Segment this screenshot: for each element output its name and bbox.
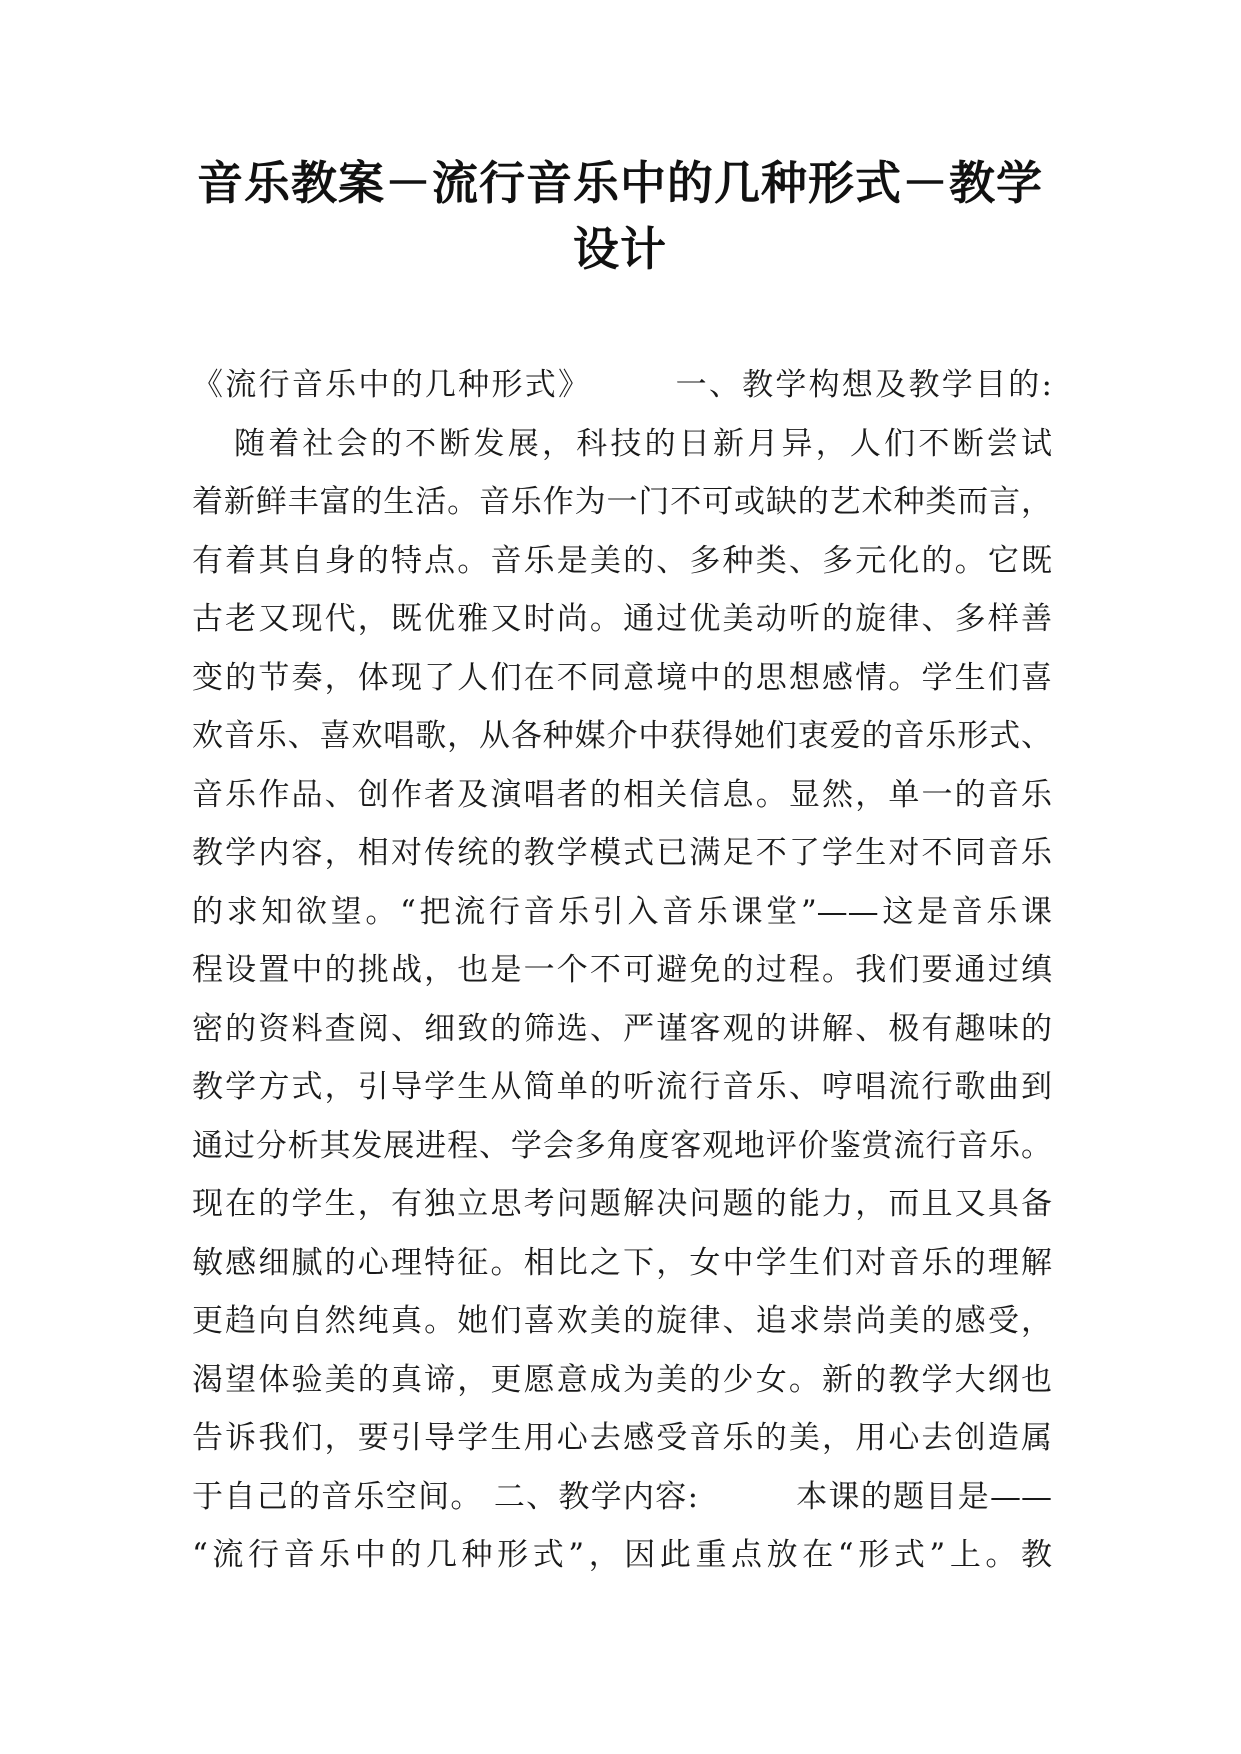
body-line: 的求知欲望。“把流行音乐引入音乐课堂”——这是音乐课 [192, 893, 1052, 930]
body-line: 《流行音乐中的几种形式》 一、教学构想及教学目的: [192, 367, 1052, 403]
body-line: 有着其自身的特点。音乐是美的、多种类、多元化的。它既 [192, 542, 1052, 579]
body-line: 随着社会的不断发展，科技的日新月异，人们不断尝试 [234, 425, 1052, 462]
body-line: 敏感细腻的心理特征。相比之下，女中学生们对音乐的理解 [192, 1244, 1052, 1281]
body-line: 变的节奏，体现了人们在不同意境中的思想感情。学生们喜 [192, 659, 1052, 696]
body-line: 渴望体验美的真谛，更愿意成为美的少女。新的教学大纲也 [192, 1361, 1052, 1398]
body-line: 于自己的音乐空间。 二、教学内容: 本课的题目是—— [192, 1478, 1052, 1515]
body-line: “流行音乐中的几种形式”，因此重点放在“形式”上。教 [192, 1537, 1052, 1573]
body-line: 密的资料查阅、细致的筛选、严谨客观的讲解、极有趣味的 [192, 1010, 1052, 1047]
body-line: 古老又现代，既优雅又时尚。通过优美动听的旋律、多样善 [192, 601, 1052, 637]
document-body [192, 356, 1052, 1585]
body-line: 音乐作品、创作者及演唱者的相关信息。显然，单一的音乐 [192, 776, 1052, 813]
body-line: 程设置中的挑战，也是一个不可避免的过程。我们要通过缜 [192, 952, 1052, 988]
title-line-2: 设计 [573, 222, 667, 276]
body-line: 通过分析其发展进程、学会多角度客观地评价鉴赏流行音乐。 [192, 1127, 1052, 1164]
body-line: 更趋向自然纯真。她们喜欢美的旋律、追求崇尚美的感受， [192, 1303, 1052, 1339]
body-line: 现在的学生，有独立思考问题解决问题的能力，而且又具备 [192, 1186, 1052, 1222]
body-line: 着新鲜丰富的生活。音乐作为一门不可或缺的艺术种类而言， [192, 484, 1052, 520]
body-line: 告诉我们，要引导学生用心去感受音乐的美，用心去创造属 [192, 1420, 1052, 1456]
body-line: 教学方式，引导学生从简单的听流行音乐、哼唱流行歌曲到 [192, 1069, 1052, 1105]
body-line: 教学内容，相对传统的教学模式已满足不了学生对不同音乐 [192, 835, 1052, 871]
title-line-1: 音乐教案－流行音乐中的几种形式－教学 [197, 156, 1043, 210]
document-title [120, 150, 1120, 282]
body-line: 欢音乐、喜欢唱歌，从各种媒介中获得她们衷爱的音乐形式、 [192, 718, 1052, 754]
